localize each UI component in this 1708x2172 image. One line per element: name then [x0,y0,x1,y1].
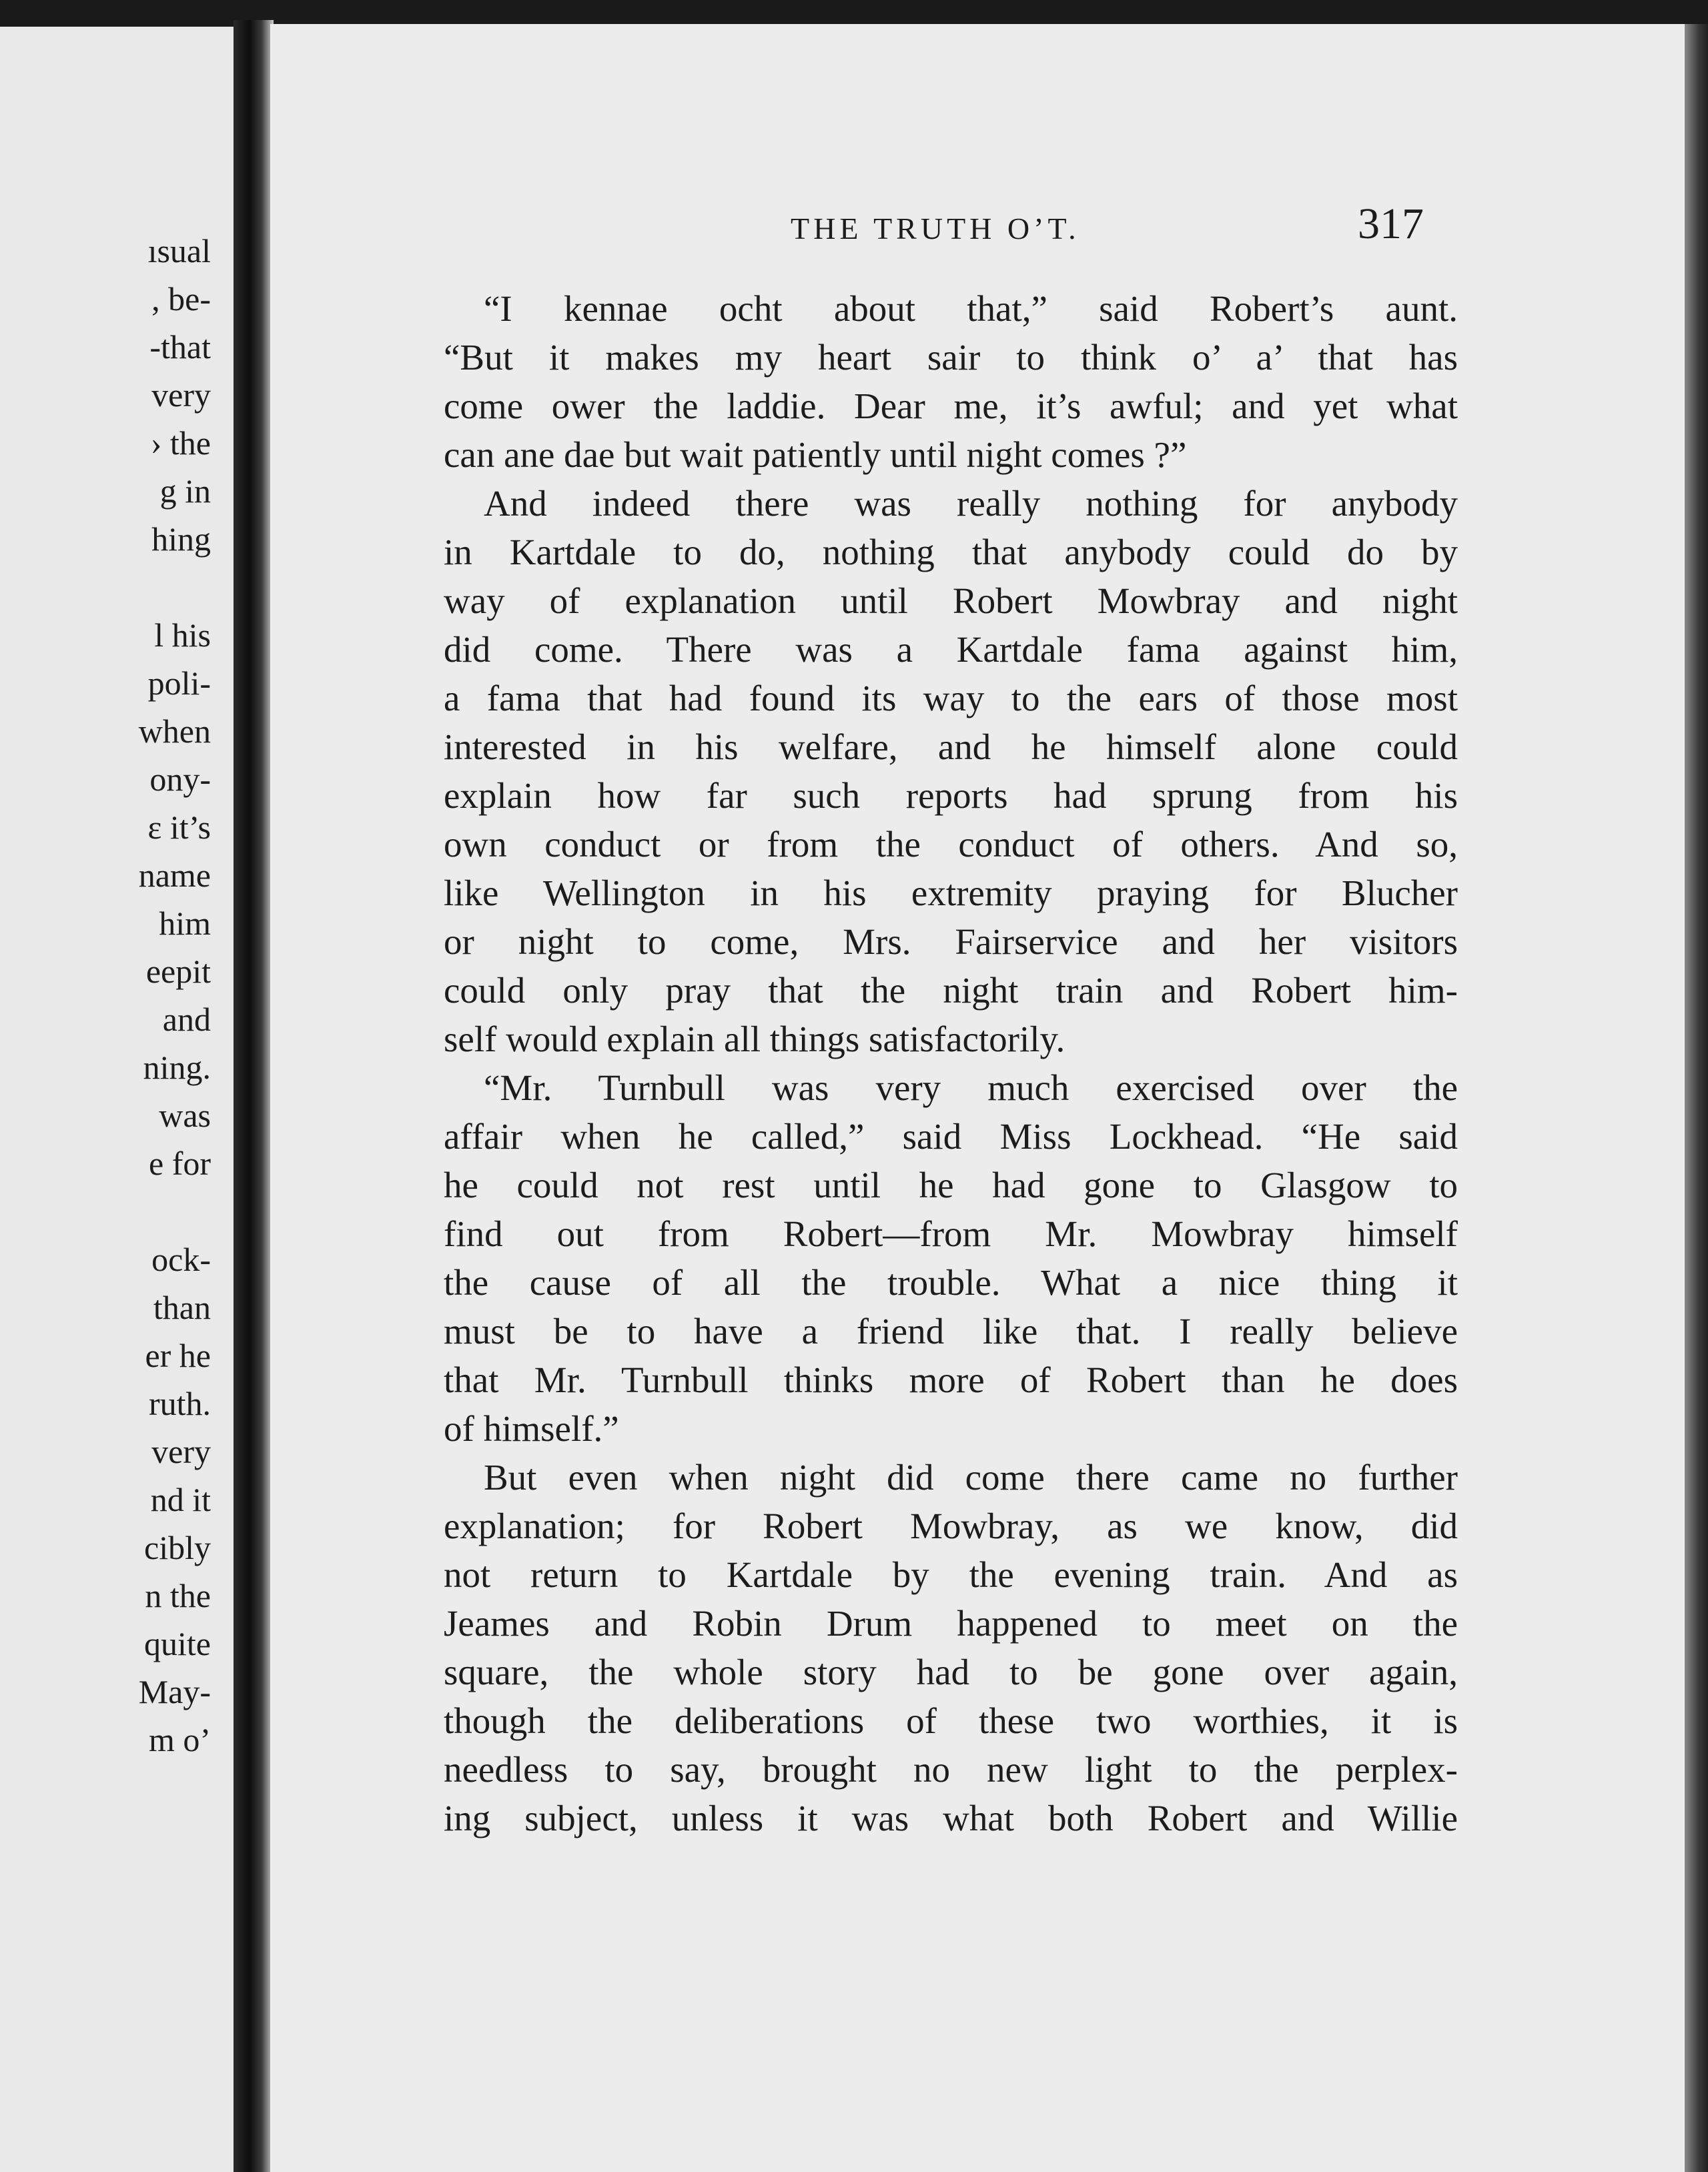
text-line: And indeed there was really nothing for anybody [484,483,1458,524]
left-line: ɛ it’s [147,808,211,846]
text-line: interested in his welfare, and he himself alone could [444,726,1458,767]
left-line: nd it [150,1481,211,1518]
text-line: he could not rest until he had gone to Glasgow to [444,1165,1458,1205]
text-line: could only pray that the night train and Robert him- [444,970,1458,1011]
left-line: and [162,1001,211,1038]
text-line: can ane dae but wait patiently until night comes ?” [444,434,1187,475]
left-line: very [151,1433,211,1470]
left-line: g in [159,472,211,510]
left-line: -that [149,328,211,366]
left-line: n the [145,1577,211,1614]
left-line: , be- [151,280,211,318]
text-line: or night to come, Mrs. Fairservice and her visitors [444,921,1458,962]
left-line: ruth. [148,1385,211,1422]
page-number: 317 [1358,199,1424,248]
left-line: name [138,857,211,894]
text-line: ing subject, unless it was what both Robert and Willie [444,1798,1458,1838]
book-gutter [234,20,274,2172]
text-line: Jeames and Robin Drum happened to meet on the [444,1603,1458,1644]
text-line: “Mr. Turnbull was very much exercised over the [484,1067,1458,1108]
text-line: way of explanation until Robert Mowbray and night [444,580,1458,621]
text-line: square, the whole story had to be gone over again, [444,1652,1458,1692]
left-line: very [151,376,211,414]
text-line: “But it makes my heart sair to think o’ a’ that has [444,337,1458,378]
text-line: that Mr. Turnbull thinks more of Robert than he does [444,1360,1458,1400]
text-line: own conduct or from the conduct of others. And so, [444,824,1458,865]
text-line: needless to say, brought no new light to the perplex- [444,1749,1458,1790]
text-line: did come. There was a Kartdale fama against him, [444,629,1458,670]
text-line: must be to have a friend like that. I really believe [444,1311,1458,1351]
left-line: than [153,1289,211,1326]
text-line: explanation; for Robert Mowbray, as we know, did [444,1506,1458,1546]
left-line: ock- [151,1241,211,1278]
text-line: not return to Kartdale by the evening train. And as [444,1554,1458,1595]
book-cover-edge [1685,24,1708,2172]
text-line: a fama that had found its way to the ears of those most [444,678,1458,718]
left-line: was [159,1097,211,1134]
left-line: when [138,712,211,750]
left-line: ısual [147,232,211,269]
text-line: affair when he called,” said Miss Lockhead. “He said [444,1116,1458,1157]
text-line: come ower the laddie. Dear me, it’s awful; and yet what [444,386,1458,426]
text-line: in Kartdale to do, nothing that anybody could do by [444,532,1458,572]
left-line: ony- [149,760,211,798]
running-title: THE TRUTH O’T. [791,211,1080,245]
left-line: hing [151,520,211,558]
left-line: poli- [147,664,211,702]
left-facing-page [0,27,234,2172]
left-line: quite [144,1625,211,1662]
text-line: of himself.” [444,1408,619,1449]
left-line: m o’ [148,1721,211,1758]
left-line: l his [154,616,211,654]
left-line: er he [145,1337,211,1374]
text-line: though the deliberations of these two worthies, it is [444,1700,1458,1741]
text-line: But even when night did come there came no further [484,1457,1458,1498]
left-page-text-fragments [37,227,211,1764]
left-line: e for [149,1145,211,1182]
text-line: find out from Robert—from Mr. Mowbray himself [444,1213,1458,1254]
text-line: “I kennae ocht about that,” said Robert’s aunt. [484,288,1458,329]
left-line: him [159,905,211,942]
book-page [270,24,1685,2172]
left-line: › the [150,424,211,462]
left-line: eepit [145,953,211,990]
text-line: self would explain all things satisfactorily. [444,1019,1065,1059]
left-line [37,1187,211,1235]
text-line: like Wellington in his extremity praying for Blucher [444,873,1458,913]
text-line: explain how far such reports had sprung from his [444,775,1458,816]
text-line: the cause of all the trouble. What a nice thing it [444,1262,1458,1303]
left-line [37,563,211,611]
running-head [270,199,1685,259]
left-line: May- [138,1673,211,1710]
body-text [444,284,1458,1842]
left-line: cibly [144,1529,211,1566]
left-line: ning. [143,1049,211,1086]
